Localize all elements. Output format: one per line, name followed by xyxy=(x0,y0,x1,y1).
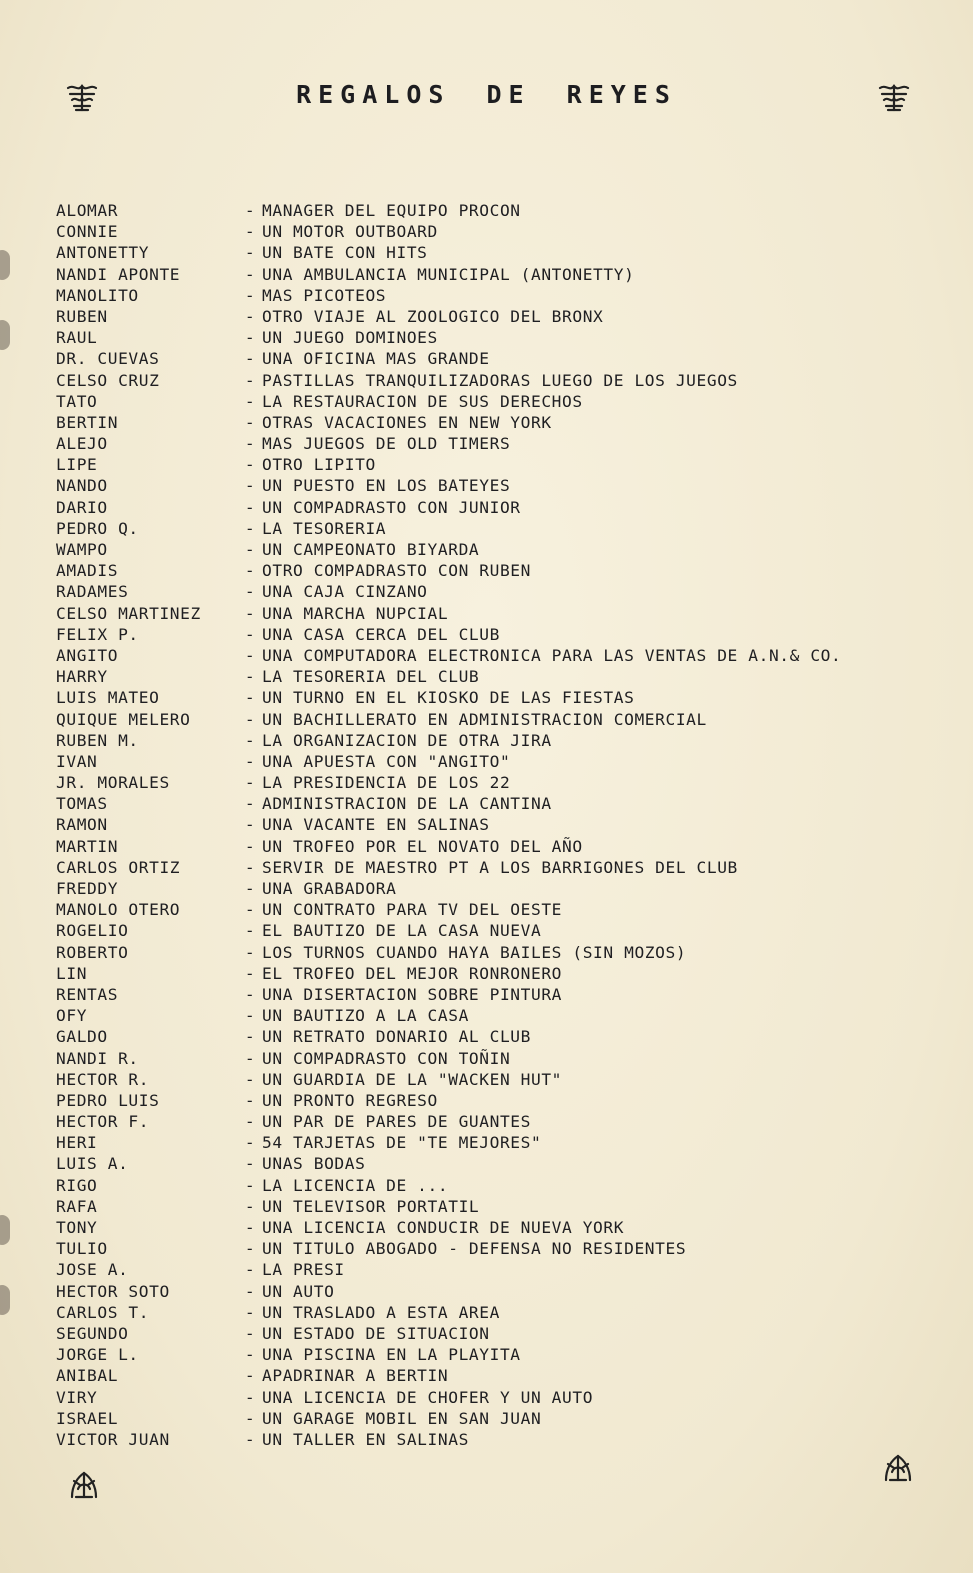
entry-name: JOSE A. xyxy=(56,1260,129,1280)
entry-name: CELSO CRUZ xyxy=(56,370,160,390)
list-item xyxy=(56,772,946,793)
entry-gift: PASTILLAS TRANQUILIZADORAS LUEGO DE LOS JUEGOS xyxy=(262,370,738,390)
entry-gift: UNA MARCHA NUPCIAL xyxy=(262,603,449,623)
list-item xyxy=(56,518,946,539)
entry-name: TOMAS xyxy=(56,794,108,814)
list-item xyxy=(56,370,946,391)
entry-name: LIN xyxy=(56,963,88,983)
entry-separator: - xyxy=(244,1196,256,1216)
entry-gift: LA TESORERIA DEL CLUB xyxy=(262,667,480,687)
entry-separator: - xyxy=(244,794,256,814)
list-item xyxy=(56,899,946,920)
list-item xyxy=(56,285,946,306)
binder-hole xyxy=(0,1215,10,1245)
entry-separator: - xyxy=(244,1260,256,1280)
ornament-icon xyxy=(880,1450,916,1486)
entry-name: NANDO xyxy=(56,476,108,496)
list-item xyxy=(56,1026,946,1047)
entry-gift: UN TURNO EN EL KIOSKO DE LAS FIESTAS xyxy=(262,688,635,708)
entry-gift: UNAS BODAS xyxy=(262,1154,366,1174)
list-item xyxy=(56,878,946,899)
entry-gift: UNA LICENCIA CONDUCIR DE NUEVA YORK xyxy=(262,1218,625,1237)
entry-separator: - xyxy=(244,857,256,877)
list-item xyxy=(56,1153,946,1174)
entry-name: TULIO xyxy=(56,1239,108,1259)
entry-name: WAMPO xyxy=(56,540,108,559)
entry-separator: - xyxy=(244,328,256,348)
ornament-icon xyxy=(66,1467,102,1503)
entry-gift: UN GUARDIA DE LA "WACKEN HUT" xyxy=(262,1069,563,1089)
entry-separator: - xyxy=(244,688,256,708)
entry-name: NANDI APONTE xyxy=(56,264,181,284)
entry-gift: SERVIR DE MAESTRO PT A LOS BARRIGONES DEL CLUB xyxy=(262,857,738,877)
list-item xyxy=(56,306,946,327)
entry-separator: - xyxy=(244,751,256,771)
entry-name: ANGITO xyxy=(56,645,119,665)
entry-separator: - xyxy=(244,1366,256,1386)
list-item xyxy=(56,751,946,772)
entry-name: FELIX P. xyxy=(56,624,139,644)
entry-gift: UN PUESTO EN LOS BATEYES xyxy=(262,476,511,496)
list-item xyxy=(56,1323,946,1344)
entry-gift: OTRO COMPADRASTO CON RUBEN xyxy=(262,561,531,581)
entry-separator: - xyxy=(244,624,256,644)
entry-gift: LOS TURNOS CUANDO HAYA BAILES (SIN MOZOS) xyxy=(262,942,687,962)
entry-gift: APADRINAR A BERTIN xyxy=(262,1366,449,1386)
list-item xyxy=(56,984,946,1005)
entry-separator: - xyxy=(244,984,256,1004)
entry-name: RAFA xyxy=(56,1196,98,1216)
entry-name: ANTONETTY xyxy=(56,243,150,263)
entry-name: RUBEN xyxy=(56,306,108,326)
entry-gift: UNA PISCINA EN LA PLAYITA xyxy=(262,1345,521,1365)
list-item xyxy=(56,348,946,369)
entry-name: PEDRO LUIS xyxy=(56,1090,160,1110)
entry-gift: MANAGER DEL EQUIPO PROCON xyxy=(262,201,521,220)
entry-separator: - xyxy=(244,1175,256,1195)
list-item xyxy=(56,1344,946,1365)
entry-separator: - xyxy=(244,540,256,559)
entry-gift: EL BAUTIZO DE LA CASA NUEVA xyxy=(262,921,542,941)
entry-name: MANOLITO xyxy=(56,285,139,305)
entry-gift: UNA AMBULANCIA MUNICIPAL (ANTONETTY) xyxy=(262,264,635,284)
entry-gift: UN TELEVISOR PORTATIL xyxy=(262,1196,480,1216)
entry-gift: UN TRASLADO A ESTA AREA xyxy=(262,1302,500,1322)
entry-separator: - xyxy=(244,349,256,369)
entry-name: ANIBAL xyxy=(56,1366,119,1386)
list-item xyxy=(56,454,946,475)
entry-separator: - xyxy=(244,222,256,242)
list-item xyxy=(56,1408,946,1429)
entry-separator: - xyxy=(244,1133,256,1153)
entry-name: CARLOS T. xyxy=(56,1302,150,1322)
entry-gift: UNA OFICINA MAS GRANDE xyxy=(262,349,490,369)
list-item xyxy=(56,1238,946,1259)
entry-name: HARRY xyxy=(56,667,108,687)
list-item xyxy=(56,475,946,496)
entry-name: MARTIN xyxy=(56,836,119,856)
entry-name: NANDI R. xyxy=(56,1048,139,1068)
entry-name: HECTOR F. xyxy=(56,1112,150,1132)
entry-separator: - xyxy=(244,1387,256,1407)
page-title: REGALOS DE REYES xyxy=(296,80,677,109)
entry-gift: UN RETRATO DONARIO AL CLUB xyxy=(262,1027,531,1047)
entry-gift: UN BAUTIZO A LA CASA xyxy=(262,1006,469,1026)
list-item xyxy=(56,242,946,263)
entry-name: RAUL xyxy=(56,328,98,348)
entry-name: JORGE L. xyxy=(56,1345,139,1365)
list-item xyxy=(56,624,946,645)
list-item xyxy=(56,1387,946,1408)
entry-gift: UNA COMPUTADORA ELECTRONICA PARA LAS VENTAS DE A.N.& CO. xyxy=(262,645,842,665)
entry-separator: - xyxy=(244,243,256,263)
list-item xyxy=(56,200,946,221)
entry-gift: UN TROFEO POR EL NOVATO DEL AÑO xyxy=(262,836,583,856)
entry-name: RENTAS xyxy=(56,984,119,1004)
entry-name: LUIS A. xyxy=(56,1154,129,1174)
entry-name: BERTIN xyxy=(56,412,119,432)
list-item xyxy=(56,920,946,941)
entry-gift: UN BATE CON HITS xyxy=(262,243,428,263)
list-item xyxy=(56,1048,946,1069)
entry-separator: - xyxy=(244,201,256,220)
entry-gift: LA TESORERIA xyxy=(262,518,387,538)
list-item xyxy=(56,709,946,730)
entry-separator: - xyxy=(244,285,256,305)
entry-name: ROBERTO xyxy=(56,942,129,962)
entry-gift: UNA VACANTE EN SALINAS xyxy=(262,815,490,835)
entry-gift: UN AUTO xyxy=(262,1281,335,1301)
list-item xyxy=(56,581,946,602)
entry-name: IVAN xyxy=(56,751,98,771)
list-item xyxy=(56,1132,946,1153)
list-item xyxy=(56,433,946,454)
entry-separator: - xyxy=(244,561,256,581)
list-item xyxy=(56,1281,946,1302)
entry-separator: - xyxy=(244,1218,256,1237)
list-item xyxy=(56,1217,946,1238)
list-item xyxy=(56,539,946,560)
entry-name: QUIQUE MELERO xyxy=(56,709,191,729)
entry-name: HECTOR R. xyxy=(56,1069,150,1089)
entry-gift: OTRAS VACACIONES EN NEW YORK xyxy=(262,412,552,432)
entry-gift: UN PAR DE PARES DE GUANTES xyxy=(262,1112,531,1132)
entry-gift: UN JUEGO DOMINOES xyxy=(262,328,438,348)
list-item xyxy=(56,645,946,666)
entry-gift: UN CAMPEONATO BIYARDA xyxy=(262,540,480,559)
entry-separator: - xyxy=(244,900,256,920)
entry-separator: - xyxy=(244,306,256,326)
entry-separator: - xyxy=(244,1048,256,1068)
entry-gift: OTRO LIPITO xyxy=(262,455,376,475)
entry-gift: LA PRESIDENCIA DE LOS 22 xyxy=(262,773,511,793)
entry-separator: - xyxy=(244,730,256,750)
entry-gift: UNA DISERTACION SOBRE PINTURA xyxy=(262,984,563,1004)
entry-gift: UNA CASA CERCA DEL CLUB xyxy=(262,624,500,644)
entry-name: TONY xyxy=(56,1218,98,1237)
entry-name: CARLOS ORTIZ xyxy=(56,857,181,877)
entry-separator: - xyxy=(244,1408,256,1428)
list-item xyxy=(56,1429,946,1450)
entry-name: FREDDY xyxy=(56,879,119,898)
entry-name: DR. CUEVAS xyxy=(56,349,160,369)
list-item xyxy=(56,497,946,518)
entry-name: TATO xyxy=(56,391,98,411)
list-item xyxy=(56,391,946,412)
list-item xyxy=(56,793,946,814)
entry-name: CELSO MARTINEZ xyxy=(56,603,201,623)
list-item xyxy=(56,603,946,624)
entry-separator: - xyxy=(244,1112,256,1132)
entry-gift: EL TROFEO DEL MEJOR RONRONERO xyxy=(262,963,563,983)
entry-separator: - xyxy=(244,497,256,517)
entry-gift: UN COMPADRASTO CON TOÑIN xyxy=(262,1048,511,1068)
entry-separator: - xyxy=(244,815,256,835)
entry-name: LIPE xyxy=(56,455,98,475)
list-item xyxy=(56,221,946,242)
entry-name: RADAMES xyxy=(56,582,129,602)
entry-separator: - xyxy=(244,1429,256,1449)
entry-gift: LA ORGANIZACION DE OTRA JIRA xyxy=(262,730,552,750)
entry-name: AMADIS xyxy=(56,561,119,581)
entry-name: LUIS MATEO xyxy=(56,688,160,708)
entry-gift: UN TITULO ABOGADO - DEFENSA NO RESIDENTES xyxy=(262,1239,687,1259)
entry-name: RAMON xyxy=(56,815,108,835)
entry-name: SEGUNDO xyxy=(56,1323,129,1343)
entry-name: ALOMAR xyxy=(56,201,119,220)
entry-name: DARIO xyxy=(56,497,108,517)
list-item xyxy=(56,560,946,581)
entry-name: ALEJO xyxy=(56,434,108,454)
entry-gift: 54 TARJETAS DE "TE MEJORES" xyxy=(262,1133,542,1153)
entry-name: ROGELIO xyxy=(56,921,129,941)
list-item xyxy=(56,963,946,984)
entry-gift: UNA LICENCIA DE CHOFER Y UN AUTO xyxy=(262,1387,594,1407)
entry-separator: - xyxy=(244,518,256,538)
entry-separator: - xyxy=(244,1154,256,1174)
entry-gift: UN TALLER EN SALINAS xyxy=(262,1429,469,1449)
entry-gift: LA LICENCIA DE ... xyxy=(262,1175,449,1195)
list-item xyxy=(56,836,946,857)
entry-gift: UN GARAGE MOBIL EN SAN JUAN xyxy=(262,1408,542,1428)
entry-separator: - xyxy=(244,1027,256,1047)
entry-separator: - xyxy=(244,455,256,475)
entry-separator: - xyxy=(244,921,256,941)
entry-separator: - xyxy=(244,645,256,665)
entry-separator: - xyxy=(244,836,256,856)
entry-gift: OTRO VIAJE AL ZOOLOGICO DEL BRONX xyxy=(262,306,604,326)
list-item xyxy=(56,942,946,963)
entry-separator: - xyxy=(244,1281,256,1301)
ornament-icon xyxy=(876,80,912,116)
entry-gift: UNA CAJA CINZANO xyxy=(262,582,428,602)
entry-name: ISRAEL xyxy=(56,1408,119,1428)
list-item xyxy=(56,687,946,708)
entry-separator: - xyxy=(244,434,256,454)
entry-separator: - xyxy=(244,942,256,962)
list-item xyxy=(56,1005,946,1026)
list-item xyxy=(56,1090,946,1111)
entry-name: PEDRO Q. xyxy=(56,518,139,538)
entry-name: RIGO xyxy=(56,1175,98,1195)
entry-separator: - xyxy=(244,963,256,983)
entry-name: JR. MORALES xyxy=(56,773,170,793)
entry-gift: MAS JUEGOS DE OLD TIMERS xyxy=(262,434,511,454)
entry-separator: - xyxy=(244,370,256,390)
entry-separator: - xyxy=(244,391,256,411)
entry-separator: - xyxy=(244,412,256,432)
entry-name: MANOLO OTERO xyxy=(56,900,181,920)
entry-separator: - xyxy=(244,1302,256,1322)
entry-separator: - xyxy=(244,709,256,729)
entry-name: CONNIE xyxy=(56,222,119,242)
entry-separator: - xyxy=(244,1006,256,1026)
binder-hole xyxy=(0,320,10,350)
binder-hole xyxy=(0,1285,10,1315)
list-item xyxy=(56,1111,946,1132)
entry-name: HERI xyxy=(56,1133,98,1153)
list-item xyxy=(56,327,946,348)
entry-separator: - xyxy=(244,667,256,687)
list-item xyxy=(56,1196,946,1217)
entry-separator: - xyxy=(244,773,256,793)
entry-gift: UN CONTRATO PARA TV DEL OESTE xyxy=(262,900,563,920)
list-item xyxy=(56,1069,946,1090)
entry-name: VIRY xyxy=(56,1387,98,1407)
entry-name: HECTOR SOTO xyxy=(56,1281,170,1301)
list-item xyxy=(56,1175,946,1196)
entry-separator: - xyxy=(244,1090,256,1110)
entry-separator: - xyxy=(244,879,256,898)
entry-separator: - xyxy=(244,264,256,284)
entry-name: GALDO xyxy=(56,1027,108,1047)
entry-gift: UN COMPADRASTO CON JUNIOR xyxy=(262,497,521,517)
entry-separator: - xyxy=(244,1069,256,1089)
entry-gift: MAS PICOTEOS xyxy=(262,285,387,305)
entry-gift: UN BACHILLERATO EN ADMINISTRACION COMERCIAL xyxy=(262,709,707,729)
entry-gift: UN PRONTO REGRESO xyxy=(262,1090,438,1110)
entry-separator: - xyxy=(244,1345,256,1365)
list-item xyxy=(56,264,946,285)
list-item xyxy=(56,412,946,433)
list-item xyxy=(56,1302,946,1323)
list-item xyxy=(56,814,946,835)
entry-gift: UN MOTOR OUTBOARD xyxy=(262,222,438,242)
entry-separator: - xyxy=(244,1323,256,1343)
list-item xyxy=(56,1365,946,1386)
entry-gift: UN ESTADO DE SITUACION xyxy=(262,1323,490,1343)
entry-separator: - xyxy=(244,476,256,496)
entry-gift: UNA GRABADORA xyxy=(262,879,397,898)
entry-separator: - xyxy=(244,603,256,623)
list-item xyxy=(56,730,946,751)
entry-gift: LA RESTAURACION DE SUS DERECHOS xyxy=(262,391,583,411)
entry-separator: - xyxy=(244,1239,256,1259)
entry-gift: UNA APUESTA CON "ANGITO" xyxy=(262,751,511,771)
gift-list xyxy=(56,200,946,1450)
entry-name: RUBEN M. xyxy=(56,730,139,750)
list-item xyxy=(56,1259,946,1280)
binder-hole xyxy=(0,250,10,280)
entry-name: OFY xyxy=(56,1006,88,1026)
entry-separator: - xyxy=(244,582,256,602)
entry-name: VICTOR JUAN xyxy=(56,1429,170,1449)
list-item xyxy=(56,666,946,687)
list-item xyxy=(56,857,946,878)
entry-gift: ADMINISTRACION DE LA CANTINA xyxy=(262,794,552,814)
entry-gift: LA PRESI xyxy=(262,1260,345,1280)
